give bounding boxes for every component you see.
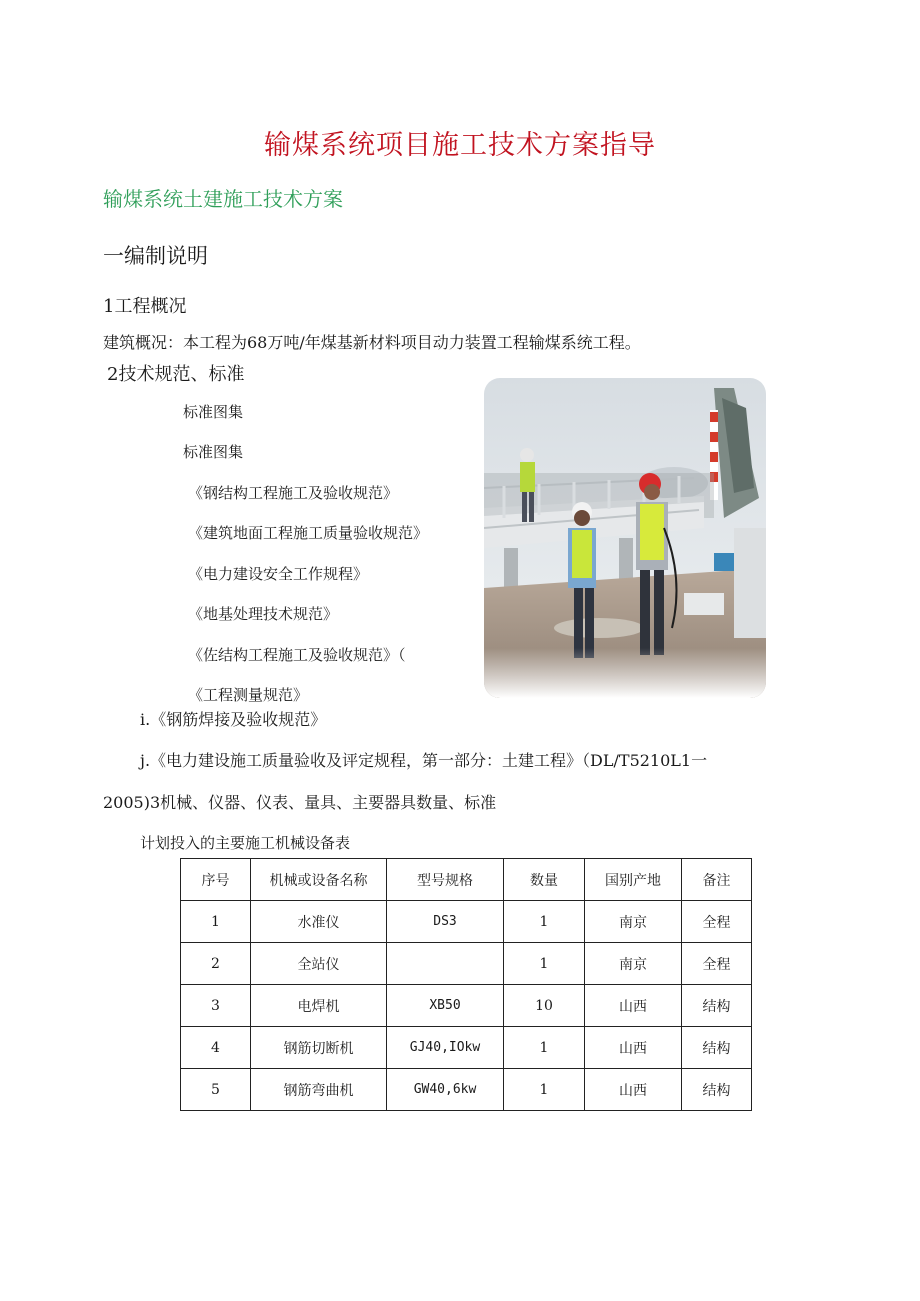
document-title: 输煤系统项目施工技术方案指导: [264, 130, 656, 161]
standard-item: 《工程测量规范》: [188, 686, 309, 704]
table-row: [181, 1069, 752, 1111]
equipment-section-line: 2005)3机械、仪器、仪表、量具、主要器具数量、标准: [103, 793, 497, 812]
table-cell: 结构: [682, 985, 752, 1027]
table-cell: 1: [504, 901, 585, 943]
table-cell: 1: [504, 1069, 585, 1111]
standard-item: 《钢结构工程施工及验收规范》: [188, 484, 399, 502]
table-cell: 5: [181, 1069, 251, 1111]
table-cell: 电焊机: [251, 985, 387, 1027]
standard-item: 标准图集: [183, 443, 244, 461]
table-cell: 全程: [682, 943, 752, 985]
section-heading: 一编制说明: [103, 244, 208, 268]
document-subtitle: 输煤系统土建施工技术方案: [103, 187, 343, 211]
equipment-table: [180, 858, 752, 1111]
table-cell: 1: [504, 1027, 585, 1069]
table-row: [181, 985, 752, 1027]
construction-site-photo: [484, 378, 766, 698]
header-cell: 机械或设备名称: [251, 859, 387, 901]
table-cell: 1: [181, 901, 251, 943]
header-cell: 国别产地: [585, 859, 682, 901]
standard-item: 《建筑地面工程施工质量验收规范》: [188, 524, 429, 542]
table-cell: 山西: [585, 1027, 682, 1069]
header-cell: 备注: [682, 859, 752, 901]
table-cell: 钢筋弯曲机: [251, 1069, 387, 1111]
table-cell: XB50: [387, 985, 504, 1027]
table-row: [181, 1027, 752, 1069]
table-cell: DS3: [387, 901, 504, 943]
table-cell: GW40,6kw: [387, 1069, 504, 1111]
table-cell: 山西: [585, 1069, 682, 1111]
table-caption: 计划投入的主要施工机械设备表: [140, 834, 351, 852]
table-cell: 南京: [585, 943, 682, 985]
standard-item-j: j.《电力建设施工质量验收及评定规程，第一部分：土建工程》（DL/T5210L1一: [140, 751, 708, 770]
table-cell: 全站仪: [251, 943, 387, 985]
table-cell: 10: [504, 985, 585, 1027]
standard-item: 《佐结构工程施工及验收规范》（: [188, 646, 406, 664]
table-row: [181, 901, 752, 943]
table-cell: 水准仪: [251, 901, 387, 943]
table-cell: GJ40,IOkw: [387, 1027, 504, 1069]
standard-item-i: i.《钢筋焊接及验收规范》: [140, 710, 327, 729]
table-cell: [387, 943, 504, 985]
overview-paragraph: 建筑概况：本工程为68万吨/年煤基新材料项目动力装置工程输煤系统工程。: [103, 333, 641, 352]
table-cell: 1: [504, 943, 585, 985]
table-cell: 4: [181, 1027, 251, 1069]
table-cell: 钢筋切断机: [251, 1027, 387, 1069]
table-cell: 全程: [682, 901, 752, 943]
table-cell: 结构: [682, 1069, 752, 1111]
table-row: [181, 943, 752, 985]
table-header-row: [181, 859, 752, 901]
header-cell: 序号: [181, 859, 251, 901]
table-cell: 南京: [585, 901, 682, 943]
table-cell: 山西: [585, 985, 682, 1027]
header-cell: 型号规格: [387, 859, 504, 901]
header-cell: 数量: [504, 859, 585, 901]
table-cell: 结构: [682, 1027, 752, 1069]
standard-item: 《电力建设安全工作规程》: [188, 565, 369, 583]
standard-item: 《地基处理技术规范》: [188, 605, 339, 623]
table-cell: 3: [181, 985, 251, 1027]
subsection-heading-standards: 2技术规范、标准: [107, 364, 245, 385]
table-cell: 2: [181, 943, 251, 985]
standard-item: 标准图集: [183, 403, 244, 421]
subsection-heading-overview: 1工程概况: [103, 296, 187, 317]
